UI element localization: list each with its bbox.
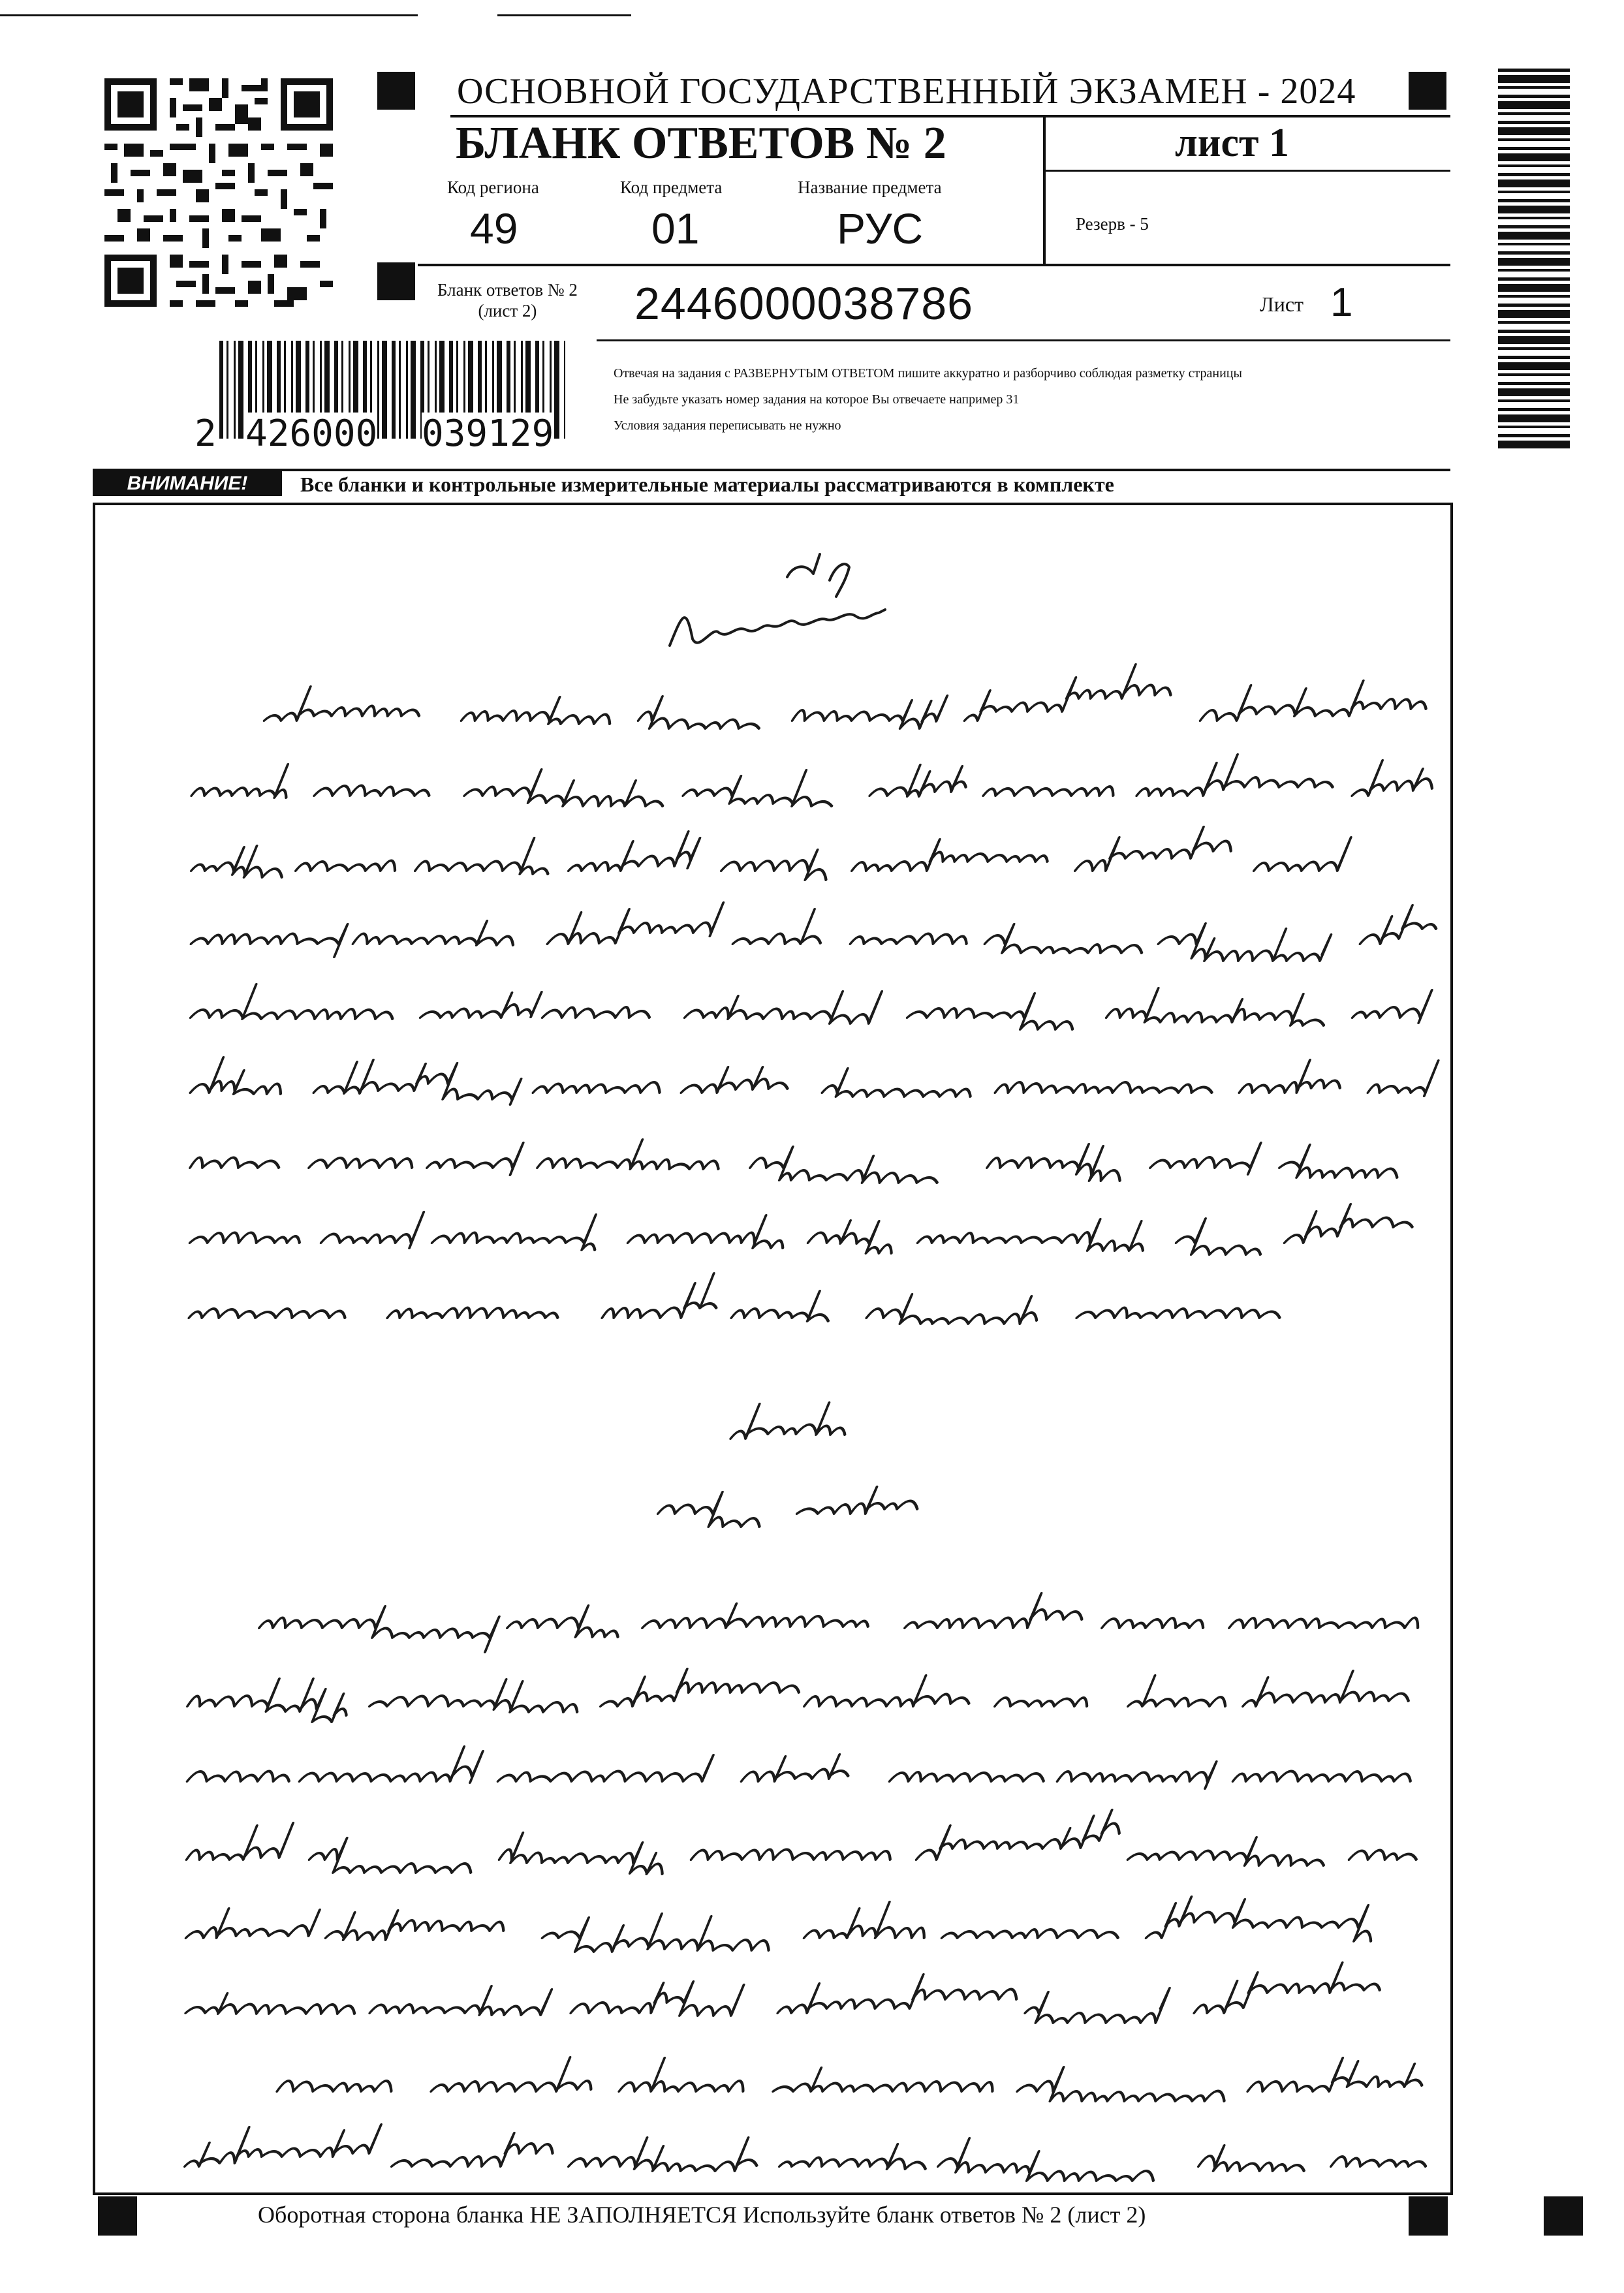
handwritten-word: [1145, 1897, 1385, 1941]
handwritten-word: [619, 2058, 754, 2091]
handwritten-word: [299, 1747, 484, 1783]
handwritten-word: [533, 1082, 663, 1093]
barcode-digit-1: 2: [195, 413, 217, 455]
handwritten-word: [309, 1158, 415, 1168]
handwritten-word: [790, 696, 947, 728]
handwritten-word: [369, 1986, 552, 2015]
handwritten-word: [1153, 924, 1335, 961]
handwritten-word: [570, 1982, 745, 2016]
handwritten-word: [777, 1974, 1024, 2013]
handwritten-word: [1128, 1676, 1235, 1706]
handwritten-word: [626, 1215, 793, 1248]
region-code-value: 49: [470, 204, 518, 253]
handwritten-word: [733, 909, 832, 944]
handwritten-word: [718, 850, 835, 880]
barcode-digit-2: 426000: [245, 413, 378, 455]
handwritten-word: [1243, 1671, 1418, 1706]
instruction-line: Отвечая на задания с РАЗВЕРНУТЫМ ОТВЕТОМ пишите аккуратно и разборчиво соблюдая разметку страницы: [614, 366, 1242, 381]
marker-square: [98, 2196, 137, 2236]
handwritten-word: [431, 2057, 601, 2091]
instruction-line: Условия задания переписывать не нужно: [614, 418, 841, 433]
handwritten-word: [1247, 2058, 1431, 2091]
handwritten-word: [905, 1593, 1090, 1628]
handwritten-word: [1285, 1204, 1420, 1243]
handwritten-word: [1194, 1963, 1388, 2013]
handwritten-word: [1240, 1060, 1349, 1093]
handwritten-word: [310, 1060, 527, 1104]
marker-square: [1544, 2196, 1583, 2236]
handwritten-word: [425, 1143, 523, 1175]
handwritten-word: [1136, 755, 1343, 796]
handwritten-word: [642, 1604, 875, 1628]
handwritten-word: [779, 2144, 933, 2169]
sheet-label: Лист: [1260, 292, 1304, 316]
handwritten-word: [548, 903, 723, 944]
top-rule-left: [0, 14, 418, 16]
handwritten-word: [742, 1755, 855, 1781]
handwritten-word: [1148, 1143, 1261, 1174]
handwritten-word: [495, 1833, 676, 1874]
handwritten-word: [392, 2133, 559, 2166]
number-rule: [597, 339, 1450, 341]
handwritten-word: [1254, 837, 1351, 871]
handwritten-word: [679, 770, 843, 806]
handwritten-word: [429, 1215, 606, 1250]
sheet2-number: 2446000038786: [634, 278, 974, 329]
handwritten-word: [915, 1219, 1153, 1251]
handwritten-word: [852, 839, 1055, 871]
handwritten-word: [1360, 905, 1444, 944]
handwritten-word: [821, 1069, 980, 1097]
barcode-digit-3: 039129: [422, 413, 554, 455]
handwritten-word: [190, 984, 403, 1019]
qr-code: [98, 72, 339, 313]
handwritten-word: [189, 846, 292, 877]
handwritten-word: [182, 1679, 358, 1722]
marker-square: [1409, 72, 1446, 110]
handwritten-word: [1276, 1145, 1407, 1178]
handwritten-word: [805, 1221, 902, 1253]
handwritten-word: [804, 1902, 936, 1938]
handwritten-word: [903, 993, 1084, 1029]
handwritten-word: [851, 934, 970, 944]
handwritten-word: [277, 2081, 394, 2091]
handwritten-word: [186, 1909, 320, 1938]
marker-square: [1409, 2196, 1448, 2236]
sheet2-label: [437, 279, 578, 321]
handwritten-word: [537, 1140, 728, 1169]
handwritten-word: [601, 1669, 807, 1706]
handwritten-word: [187, 924, 347, 957]
top-rule-right: [497, 14, 631, 16]
subject-code-label: Код предмета: [620, 178, 723, 197]
handwritten-word: [264, 687, 429, 721]
marker-square: [377, 262, 415, 300]
handwritten-word: [1076, 1308, 1283, 1318]
instructions: [614, 360, 1242, 439]
handwritten-word: [191, 764, 297, 798]
handwritten-word: [190, 1158, 282, 1168]
handwritten-word: [995, 1698, 1089, 1706]
handwritten-word: [542, 1007, 653, 1018]
subject-name-value: РУС: [837, 204, 924, 253]
handwritten-word: [654, 1492, 771, 1527]
handwritten-word: [314, 786, 432, 796]
handwritten-word: [1367, 1061, 1439, 1096]
handwritten-word: [1055, 1762, 1216, 1788]
handwriting: [95, 505, 1450, 2192]
handwritten-word: [730, 1291, 838, 1321]
header-divider: [1043, 115, 1046, 266]
handwritten-word: [1197, 2145, 1313, 2171]
footer-text: Оборотная сторона бланка НЕ ЗАПОЛНЯЕТСЯ Используйте бланк ответов № 2 (лист 2): [258, 2202, 1146, 2228]
handwritten-word: [1229, 1618, 1421, 1629]
handwritten-word: [367, 1679, 587, 1712]
handwritten-word: [185, 1993, 361, 2014]
handwritten-word: [1331, 2157, 1429, 2166]
region-code-label: Код региона: [447, 178, 539, 197]
handwritten-word: [602, 1273, 727, 1318]
handwritten-word: [1126, 1837, 1333, 1865]
handwritten-word: [933, 2138, 1167, 2181]
instruction-line: Не забудьте указать номер задания на которое Вы отвечаете например 31: [614, 392, 1020, 407]
handwritten-word: [683, 991, 882, 1023]
handwritten-word: [325, 1911, 510, 1940]
handwritten-word: [190, 1057, 292, 1094]
handwritten-word: [187, 1823, 293, 1860]
handwritten-word: [187, 1771, 292, 1782]
handwritten-word: [185, 2125, 381, 2166]
sheet2-label-line1: Бланк ответов № 2: [437, 280, 578, 300]
handwritten-word: [1104, 988, 1336, 1025]
handwritten-word: [965, 664, 1181, 721]
handwritten-word: [251, 1606, 503, 1652]
handwritten-word: [505, 1606, 629, 1637]
handwritten-word: [1352, 760, 1441, 796]
form-title: БЛАНК ОТВЕТОВ № 2: [456, 118, 946, 168]
handwritten-word: [1351, 990, 1431, 1023]
handwritten-word: [420, 992, 542, 1018]
handwritten-word: [387, 1308, 561, 1318]
handwritten-word: [1233, 1771, 1414, 1782]
handwritten-word: [1200, 681, 1435, 721]
handwritten-word: [691, 1850, 894, 1860]
answer-area[interactable]: [93, 503, 1453, 2195]
handwritten-word: [319, 1212, 424, 1248]
codes-rule: [418, 264, 1450, 266]
handwritten-word: [745, 1147, 949, 1183]
handwritten-word: [636, 696, 770, 728]
header-rule-2: [1043, 170, 1450, 172]
handwritten-word: [190, 1233, 303, 1243]
handwritten-word: [869, 765, 973, 796]
marker-square: [377, 72, 415, 110]
handwritten-word: [773, 2068, 1000, 2091]
handwritten-word: [730, 1403, 855, 1439]
handwritten-word: [352, 921, 521, 945]
sheet2-label-line2: (лист 2): [478, 301, 537, 320]
handwritten-word: [1102, 1618, 1206, 1628]
sheet-value: 1: [1330, 280, 1353, 325]
handwritten-word: [498, 1755, 713, 1781]
handwritten-word: [1075, 827, 1239, 871]
handwritten-word: [797, 1487, 924, 1514]
handwritten-word: [1172, 1219, 1272, 1255]
handwritten-word: [538, 1914, 781, 1952]
warning-badge: ВНИМАНИЕ!: [93, 471, 282, 496]
warning-text: Все бланки и контрольные измерительные материалы рассматриваются в комплекте: [300, 473, 1114, 496]
handwritten-word: [983, 1144, 1132, 1181]
sheet-title: лист 1: [1175, 121, 1289, 165]
side-barcode: [1498, 69, 1570, 450]
handwritten-word: [916, 1810, 1127, 1860]
handwritten-word: [460, 697, 618, 724]
handwritten-word: [995, 1082, 1215, 1093]
handwritten-word: [1349, 1850, 1420, 1860]
handwritten-word: [414, 838, 559, 874]
handwritten-word: [1022, 1988, 1170, 2023]
reserve-label: Резерв - 5: [1076, 214, 1149, 234]
exam-title: ОСНОВНОЙ ГОСУДАРСТВЕННЫЙ ЭКЗАМЕН - 2024: [457, 71, 1356, 112]
handwritten-word: [982, 924, 1151, 953]
handwritten-word: [461, 770, 674, 806]
handwritten-word: [890, 1772, 1047, 1781]
subject-name-label: Название предмета: [798, 178, 942, 197]
handwritten-word: [865, 1294, 1046, 1324]
handwritten-word: [942, 1929, 1121, 1938]
handwritten-word: [983, 787, 1116, 796]
handwritten-word: [305, 1838, 482, 1873]
handwritten-word: [804, 1676, 978, 1706]
handwritten-word: [296, 861, 398, 871]
handwritten-word: [567, 2138, 766, 2171]
handwritten-word: [681, 1067, 795, 1093]
handwritten-word: [1014, 2067, 1236, 2101]
handwritten-word: [569, 832, 702, 871]
handwritten-word: [189, 1309, 348, 1318]
subject-code-value: 01: [651, 204, 700, 253]
